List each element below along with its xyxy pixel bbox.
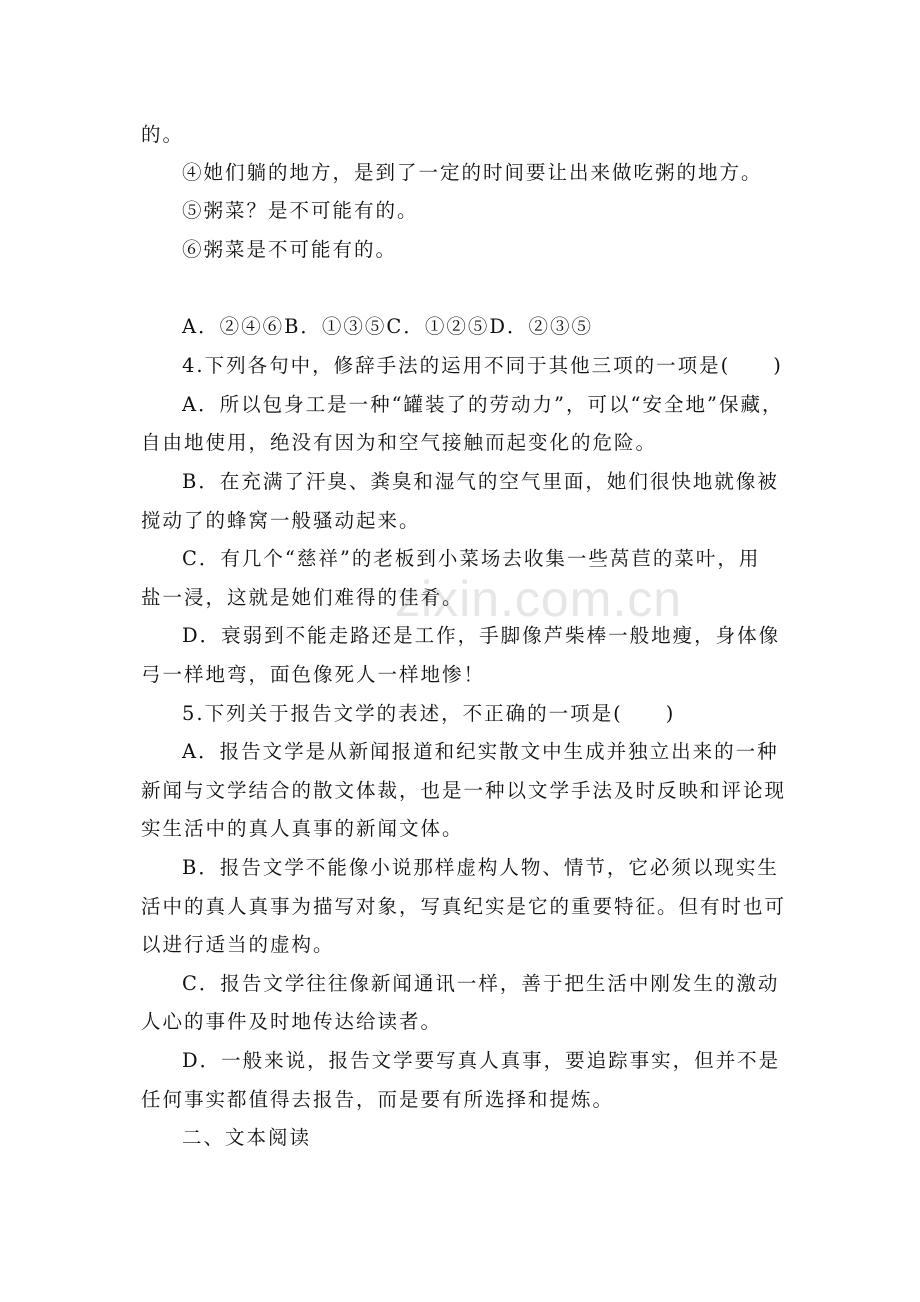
text-line: ⑤粥菜？是不可能有的。 (182, 199, 419, 222)
text-line: ⑥粥菜是不可能有的。 (182, 238, 398, 261)
option-b: B．报告文学不能像小说那样虚构人物、情节，它必须以现实生 (182, 856, 779, 879)
text-line: 的。 (141, 123, 185, 146)
text-line: 活中的真人真事为描写对象，写真纪实是它的重要特征。但有时也可 (141, 895, 787, 918)
answer-options: A．②④⑥B．①③⑤C．①②⑤D．②③⑤ (182, 315, 593, 338)
text-line: 新闻与文学结合的散文体裁，也是一种以文学手法及时反映和评论现 (141, 779, 787, 802)
text-line: 弓一样地弯，面色像死人一样地惨！ (141, 663, 486, 686)
option-c: C．有几个“慈祥”的老板到小菜场去收集一些莴苣的菜叶，用 (182, 547, 761, 570)
text-line: ④她们躺的地方，是到了一定的时间要让出来做吃粥的地方。 (182, 161, 763, 184)
text-line: 自由地使用，绝没有因为和空气接触而起变化的危险。 (141, 431, 658, 454)
text-line: 任何事实都值得去报告，而是要有所选择和提炼。 (141, 1088, 615, 1111)
text-line: 以进行适当的虚构。 (141, 933, 335, 956)
text-line: 搅动了的蜂窝一般骚动起来。 (141, 509, 421, 532)
text-line: 人心的事件及时地传达给读者。 (141, 1010, 443, 1033)
option-d: D．衰弱到不能走路还是工作，手脚像芦柴棒一般地瘦，身体像 (182, 624, 781, 647)
option-b: B．在充满了汗臭、粪臭和湿气的空气里面，她们很快地就像被 (182, 470, 779, 493)
option-c: C．报告文学往往像新闻通讯一样，善于把生活中刚发生的激动 (182, 972, 780, 995)
watermark: zixin.com.cn (395, 571, 683, 627)
option-d: D．一般来说，报告文学要写真人真事，要追踪事实，但并不是 (182, 1049, 781, 1072)
option-a: A．报告文学是从新闻报道和纪实散文中生成并独立出来的一种 (182, 740, 779, 763)
section-heading: 二、文本阅读 (182, 1126, 312, 1149)
text-line: 盐一浸，这就是她们难得的佳肴。 (141, 586, 464, 609)
option-a: A．所以包身工是一种“罐装了的劳动力”，可以“安全地”保藏， (182, 393, 784, 416)
text-line: 实生活中的真人真事的新闻文体。 (141, 817, 464, 840)
question-5: 5.下列关于报告文学的表述，不正确的一项是( ) (182, 702, 676, 725)
question-4: 4.下列各句中，修辞手法的运用不同于其他三项的一项是( ) (182, 354, 783, 377)
